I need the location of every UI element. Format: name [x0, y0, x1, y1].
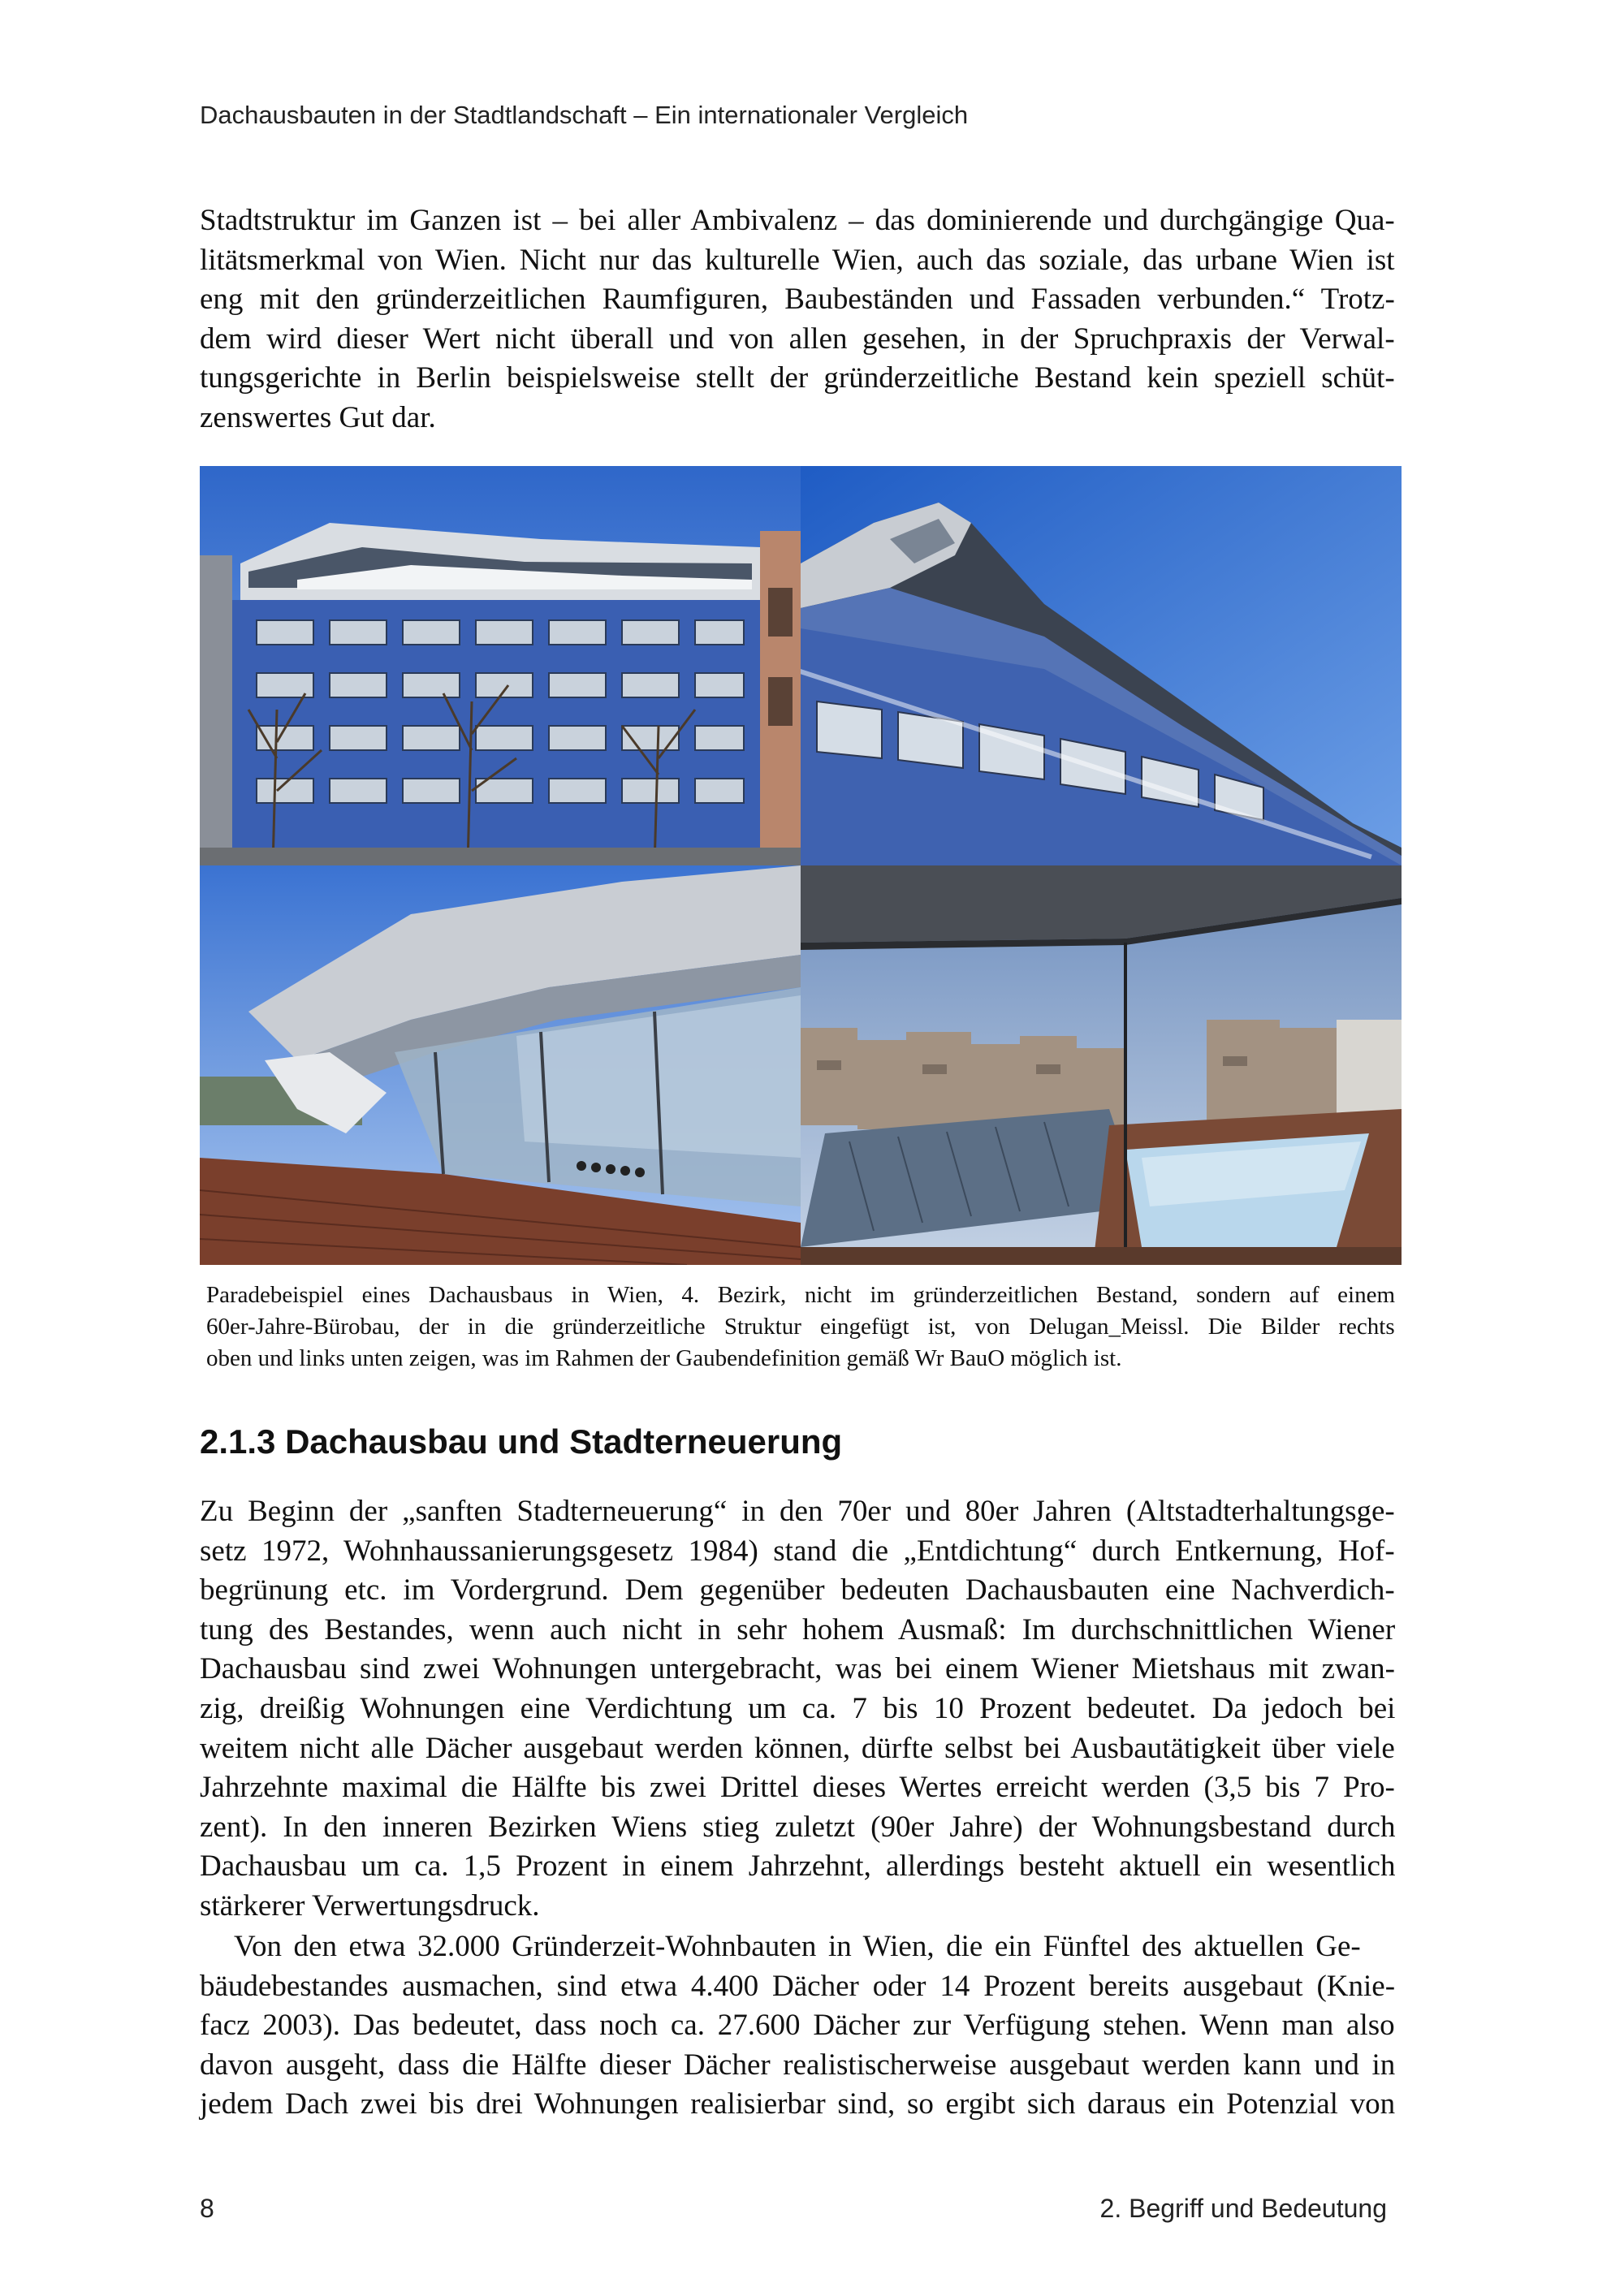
text-line: tung des Bestandes, wenn auch nicht in sehr hohem Ausmaß: Im durchschnittlichen Wiener	[200, 1612, 1396, 1646]
text-line: litätsmerkmal von Wien. Nicht nur das kulturelle Wien, auch das soziale, das urbane Wien ist	[200, 243, 1395, 277]
section-heading: 2.1.3 Dachausbau und Stadterneuerung	[200, 1422, 843, 1461]
section-paragraph-2	[200, 1927, 1395, 2125]
page-number: 8	[200, 2194, 214, 2223]
photo-figure	[200, 466, 1402, 1265]
text-line: jedem Dach zwei bis drei Wohnungen realisierbar sind, so ergibt sich daraus ein Potenzial von	[200, 2087, 1396, 2121]
text-line: begrünung etc. im Vordergrund. Dem gegenüber bedeuten Dachausbauten eine Nachverdich-	[200, 1573, 1395, 1608]
text-line: weitem nicht alle Dächer ausgebaut werden können, dürfte selbst bei Ausbautätigkeit über viele	[200, 1731, 1395, 1765]
caption-line: 60er-Jahre-Bürobau, der in die gründerzeitliche Struktur eingefügt ist, von Delugan_Meissl. Die Bilder rechts	[206, 1314, 1395, 1340]
text-line: zenswertes Gut dar.	[200, 400, 436, 434]
section-paragraph-1	[200, 1492, 1395, 1927]
text-line: Von den etwa 32.000 Gründerzeit-Wohnbauten in Wien, die ein Fünftel des aktuellen Ge-	[234, 1930, 1361, 1963]
text-line: davon ausgeht, dass die Hälfte dieser Dächer realistischerweise ausgebaut werden kann und in	[200, 2048, 1396, 2082]
photo-city-view	[801, 865, 1402, 1265]
photo-roof-terrace	[200, 865, 801, 1265]
text-line: facz 2003). Das bedeutet, dass noch ca. 27.600 Dächer zur Verfügung stehen. Wenn man also	[200, 2009, 1395, 2043]
text-line: Dachausbau sind zwei Wohnungen untergebracht, was bei einem Wiener Mietshaus mit zwan-	[200, 1652, 1395, 1686]
text-line: Jahrzehnte maximal die Hälfte bis zwei Drittel dieses Wertes erreicht werden (3,5 bis 7 Pro-	[200, 1771, 1395, 1805]
text-line: stärkerer Verwertungsdruck.	[200, 1888, 540, 1923]
text-line: tungsgerichte in Berlin beispielsweise stellt der gründerzeitliche Bestand kein speziell schüt-	[200, 361, 1395, 395]
photo-roof-extension-closeup	[801, 466, 1402, 865]
text-line: setz 1972, Wohnhaussanierungsgesetz 1984) stand die „Entdichtung“ durch Entkernung, Hof-	[200, 1534, 1395, 1568]
caption-line: oben und links unten zeigen, was im Rahmen der Gaubendefinition gemäß Wr BauO möglich ist.	[206, 1345, 1122, 1371]
text-line: bäudebestandes ausmachen, sind etwa 4.400 Dächer oder 14 Prozent bereits ausgebaut (Knie-	[200, 1969, 1396, 2003]
text-line: zent). In den inneren Bezirken Wiens stieg zuletzt (90er Jahre) der Wohnungsbestand durch	[200, 1810, 1396, 1844]
photo-building-facade	[200, 466, 801, 865]
text-line: zig, dreißig Wohnungen eine Verdichtung um ca. 7 bis 10 Prozent bedeutet. Da jedoch bei	[200, 1691, 1396, 1725]
caption-line: Paradebeispiel eines Dachausbaus in Wien, 4. Bezirk, nicht im gründerzeitlichen Bestand, sondern auf einem	[206, 1282, 1396, 1308]
running-footer: 2. Begriff und Bedeutung	[1099, 2194, 1387, 2223]
intro-paragraph	[200, 201, 1395, 438]
text-line: Zu Beginn der „sanften Stadterneuerung“ in den 70er und 80er Jahren (Altstadterhaltungsge-	[200, 1495, 1395, 1528]
text-line: Stadtstruktur im Ganzen ist – bei aller Ambivalenz – das dominierende und durchgängige Qua-	[200, 204, 1395, 237]
figure-caption	[206, 1280, 1395, 1375]
text-line: eng mit den gründerzeitlichen Raumfiguren, Baubeständen und Fassaden verbunden.“ Trotz-	[200, 283, 1395, 317]
text-line: Dachausbau um ca. 1,5 Prozent in einem Jahrzehnt, allerdings besteht aktuell ein wesentlich	[200, 1849, 1396, 1884]
running-header: Dachausbauten in der Stadtlandschaft – Ein internationaler Vergleich	[200, 101, 969, 129]
text-line: dem wird dieser Wert nicht überall und von allen gesehen, in der Spruchpraxis der Verwal-	[200, 322, 1395, 356]
